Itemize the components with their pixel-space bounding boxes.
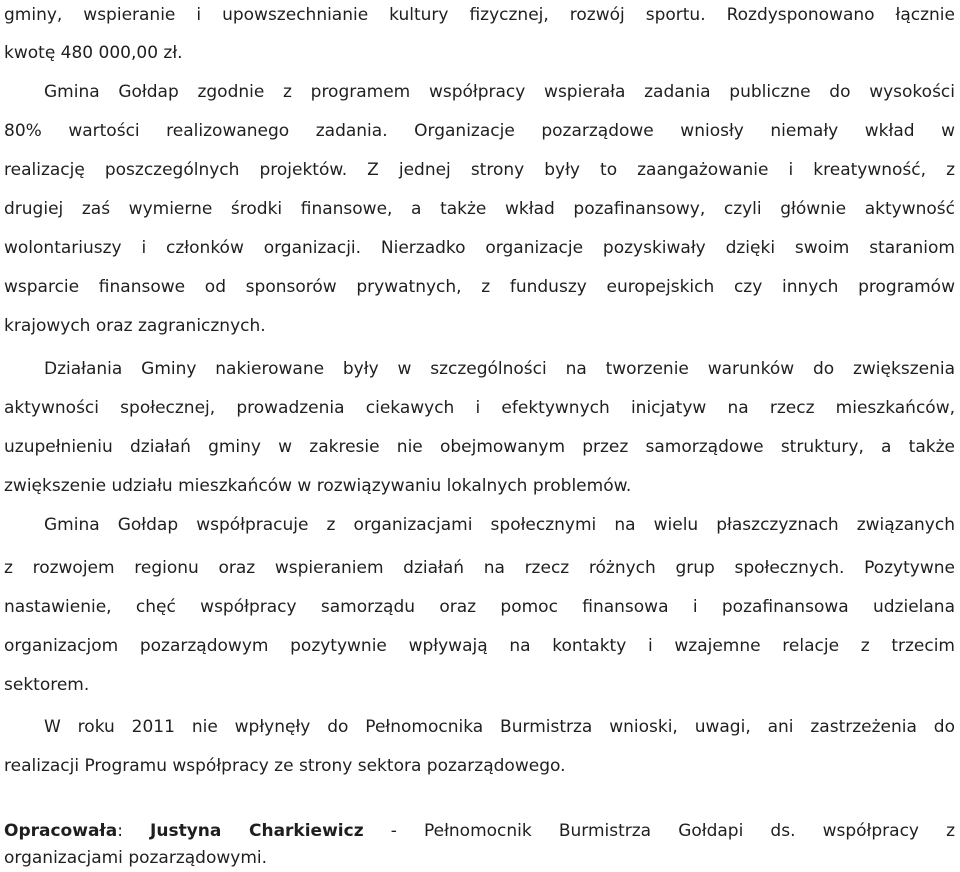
text-line: uzupełnieniu działań gminy w zakresie nie obejmowanym przez samorządowe struktury, a także	[4, 437, 955, 457]
signature-line	[4, 819, 955, 843]
text-line: wolontariuszy i członków organizacji. Nierzadko organizacje pozyskiwały dzięki swoim staraniom	[4, 238, 955, 258]
text-line: nastawienie, chęć współpracy samorządu oraz pomoc finansowa i pozafinansowa udzielana	[4, 597, 955, 617]
text-line: krajowych oraz zagranicznych.	[4, 316, 266, 336]
text-line: realizację poszczególnych projektów. Z jednej strony były to zaangażowanie i kreatywność, z	[4, 160, 955, 180]
signature-role-continuation: organizacjami pozarządowymi.	[4, 848, 268, 868]
text-line: realizacji Programu współpracy ze strony sektora pozarządowego.	[4, 756, 566, 776]
text-line: sektorem.	[4, 675, 90, 695]
text-line: drugiej zaś wymierne środki finansowe, a także wkład pozafinansowy, czyli głównie aktywność	[4, 199, 955, 219]
text-line: organizacjom pozarządowym pozytywnie wpływają na kontakty i wzajemne relacje z trzecim	[4, 636, 955, 656]
text-line: aktywności społecznej, prowadzenia ciekawych i efektywnych inicjatyw na rzecz mieszkańców,	[4, 398, 955, 418]
text-line: kwotę 480 000,00 zł.	[4, 43, 183, 63]
text-line: 80% wartości realizowanego zadania. Organizacje pozarządowe wniosły niemały wkład w	[4, 121, 955, 141]
text-line: Gmina Gołdap zgodnie z programem współpracy wspierała zadania publiczne do wysokości	[44, 82, 955, 102]
text-line: W roku 2011 nie wpłynęły do Pełnomocnika Burmistrza wnioski, uwagi, ani zastrzeżenia do	[44, 717, 955, 737]
signature-name: Justyna Charkiewicz	[150, 821, 364, 841]
signature-role: - Pełnomocnik Burmistrza Gołdapi ds. współpracy z	[390, 821, 955, 841]
text-line: zwiększenie udziału mieszkańców w rozwiązywaniu lokalnych problemów.	[4, 476, 632, 496]
text-line: gminy, wspieranie i upowszechnianie kultury fizycznej, rozwój sportu. Rozdysponowano łącznie	[4, 5, 955, 25]
text-line: wsparcie finansowe od sponsorów prywatnych, z funduszy europejskich czy innych programów	[4, 277, 955, 297]
signature-colon: :	[117, 821, 123, 841]
text-line: Gmina Gołdap współpracuje z organizacjami społecznymi na wielu płaszczyznach związanych	[44, 515, 955, 535]
text-line: z rozwojem regionu oraz wspieraniem działań na rzecz różnych grup społecznych. Pozytywne	[4, 558, 955, 578]
signature-label: Opracowała	[4, 821, 118, 841]
text-line: Działania Gminy nakierowane były w szczególności na tworzenie warunków do zwiększenia	[44, 359, 955, 379]
